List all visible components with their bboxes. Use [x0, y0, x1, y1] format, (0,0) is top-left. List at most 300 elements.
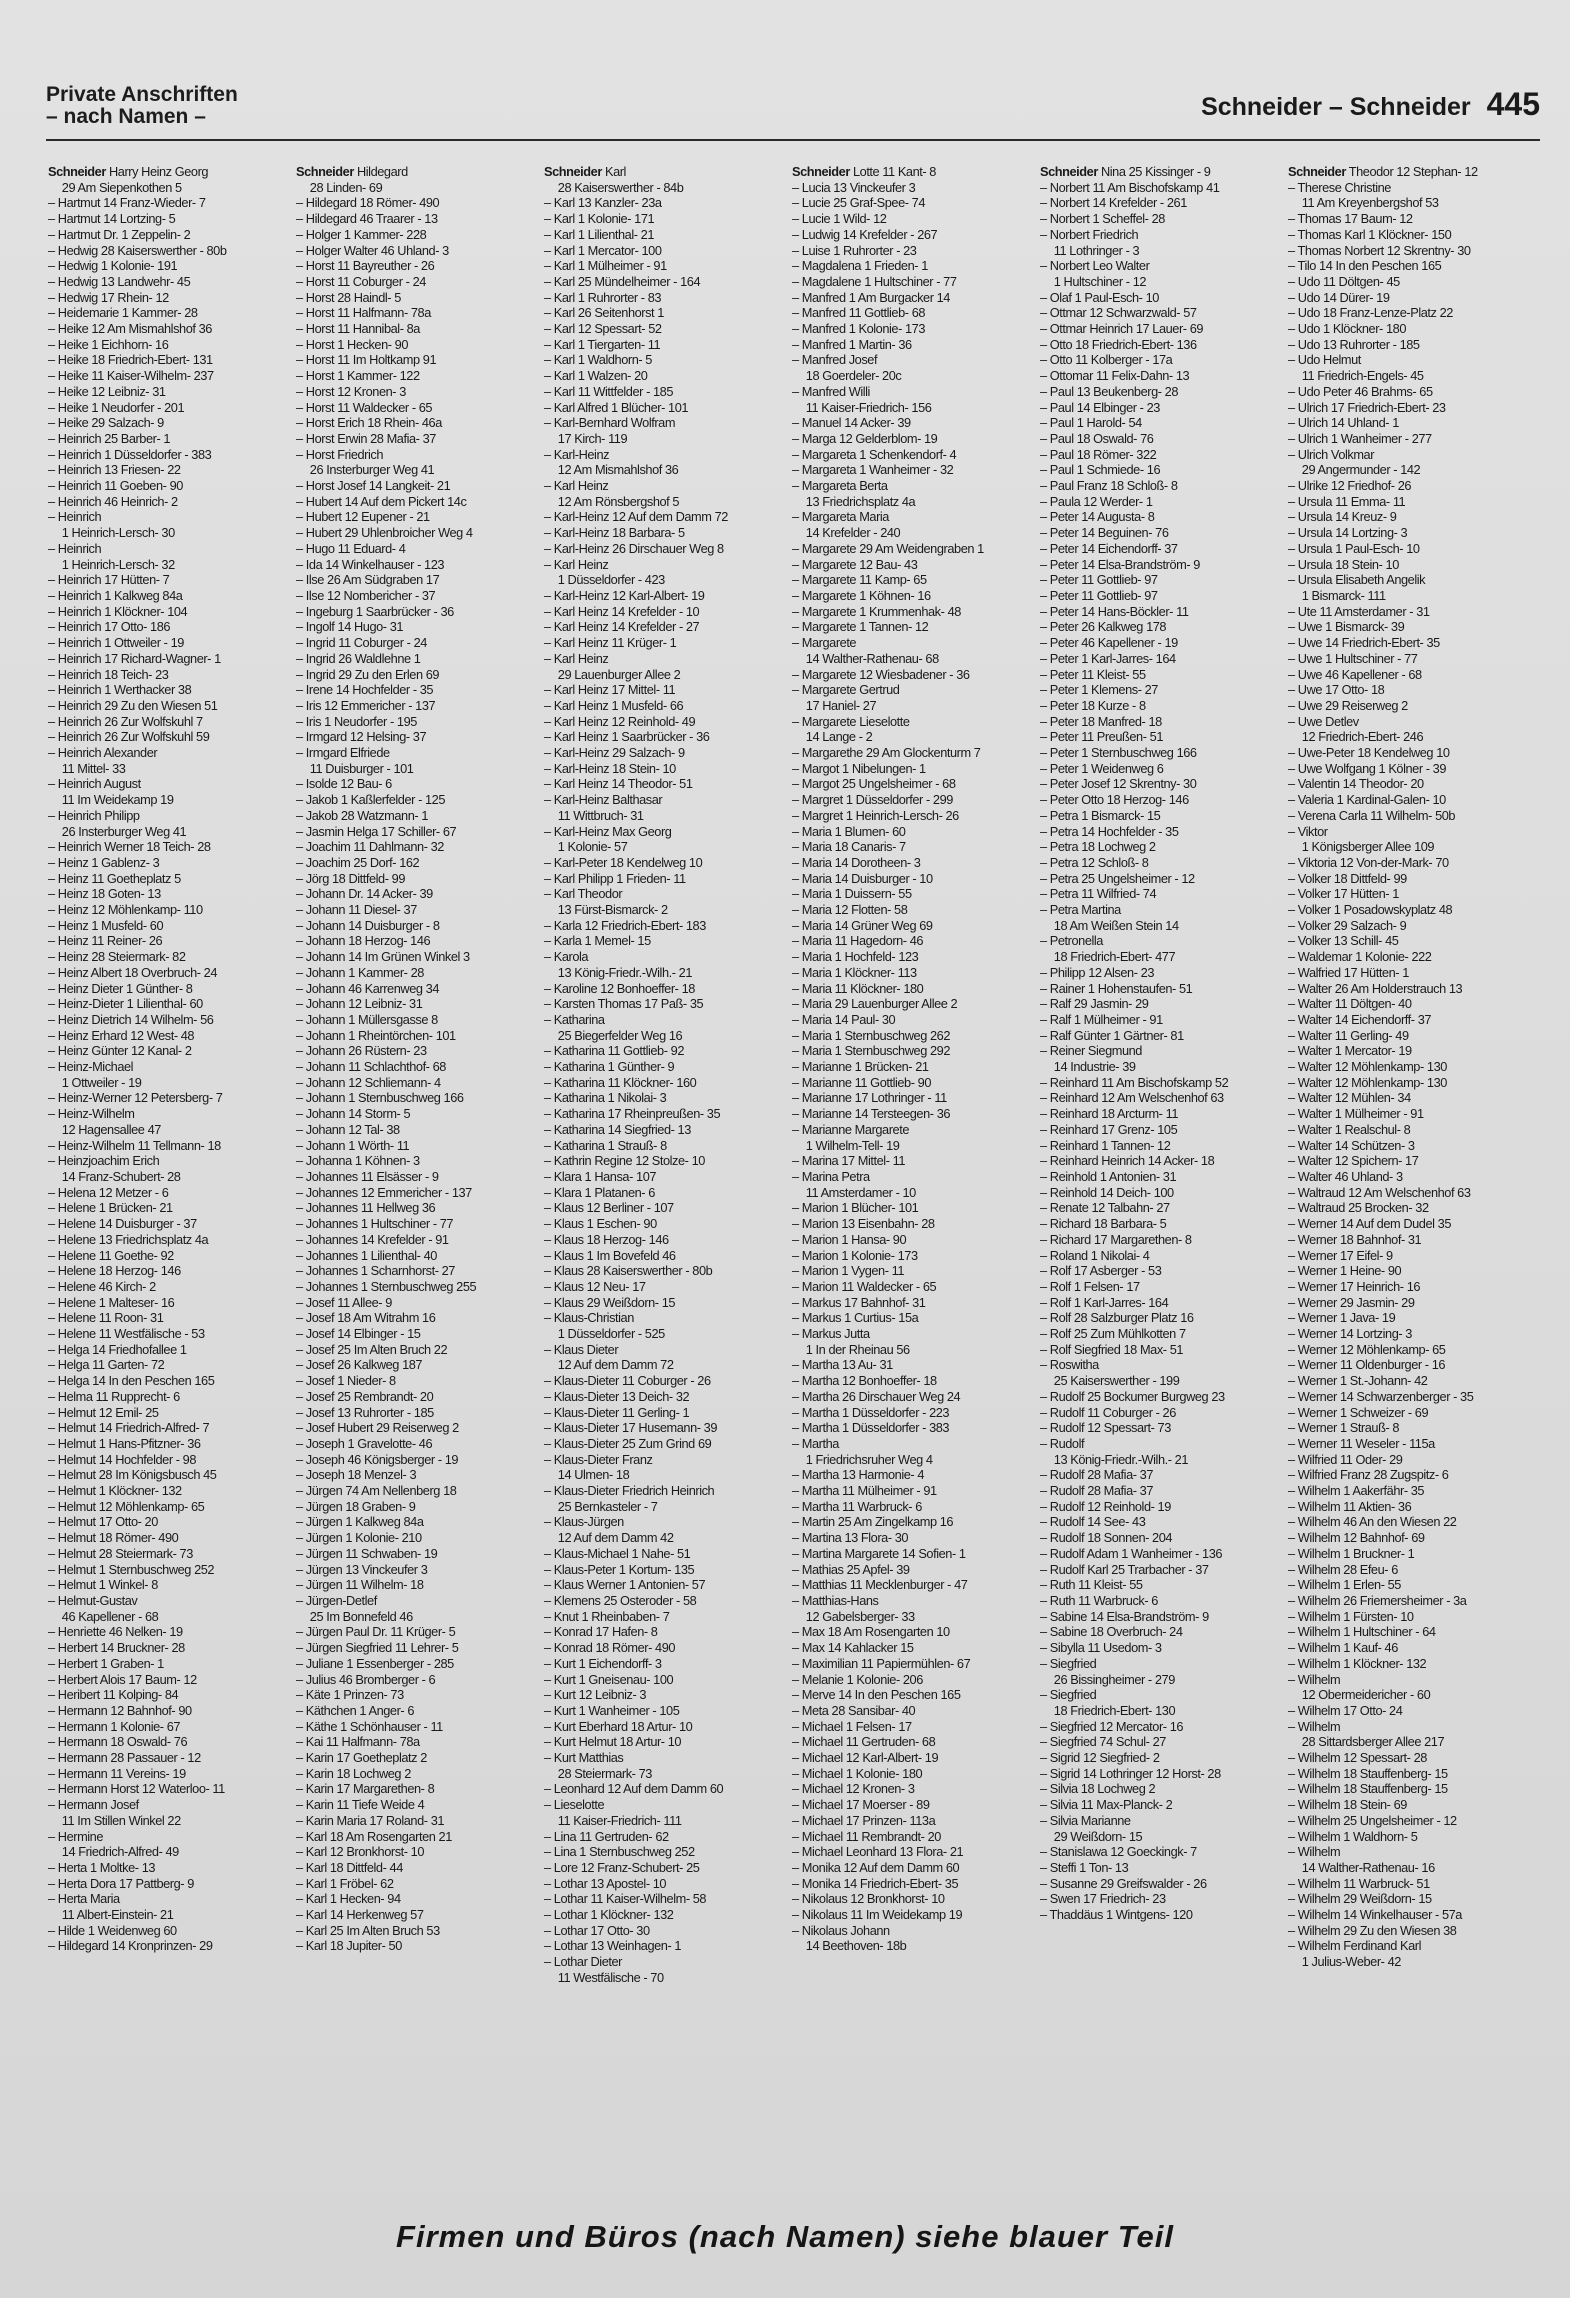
directory-entry [1288, 1420, 1532, 1436]
entry-text: 11 Am Kreyenbergshof 53 [1301, 195, 1439, 211]
entry-text: – Marion 11 Waldecker - 65 [792, 1278, 937, 1294]
directory-entry [1040, 1200, 1284, 1216]
directory-entry [544, 1781, 788, 1797]
directory-entry [296, 1373, 540, 1389]
entry-text: – Helga 11 Garten- 72 [48, 1357, 165, 1373]
entry-text: – Ursula 18 Stein- 10 [1288, 556, 1399, 572]
directory-entry [296, 494, 540, 510]
entry-text: – Johann 26 Rüstern- 23 [296, 1043, 427, 1059]
entry-text: – Ursula 14 Lortzing- 3 [1288, 525, 1408, 541]
directory-entry [544, 1436, 788, 1452]
directory-entry [792, 1891, 1036, 1907]
directory-entry [544, 1452, 788, 1468]
entry-text: – Udo Peter 46 Brahms- 65 [1288, 383, 1433, 399]
directory-entry [48, 180, 292, 196]
directory-entry [1288, 1389, 1532, 1405]
directory-entry [1288, 1593, 1532, 1609]
entry-text: – Maria 14 Paul- 30 [792, 1011, 896, 1027]
entry-text: – Heinz-Wilhelm 11 Tellmann- 18 [48, 1137, 221, 1153]
directory-entry [1288, 494, 1532, 510]
entry-text: – Therese Christine [1288, 179, 1391, 195]
directory-entry [1288, 447, 1532, 463]
directory-entry [1040, 321, 1284, 337]
entry-text: – Hildegard 46 Traarer - 13 [296, 211, 438, 227]
directory-entry [1040, 698, 1284, 714]
entry-text: – Martha 12 Bonhoeffer- 18 [792, 1373, 937, 1389]
entry-text: – Wilhelm 12 Bahnhof- 69 [1288, 1530, 1425, 1546]
entry-text: – Klaus Dieter [544, 1341, 619, 1357]
entry-text: – Silvia 11 Max-Planck- 2 [1040, 1797, 1173, 1813]
directory-entry [1288, 1766, 1532, 1782]
entry-text: – Ulrike 12 Friedhof- 26 [1288, 478, 1412, 494]
directory-entry [48, 258, 292, 274]
directory-entry [48, 337, 292, 353]
entry-text: – Helmut 28 Steiermark- 73 [48, 1545, 193, 1561]
directory-entry [296, 981, 540, 997]
directory-entry [296, 1452, 540, 1468]
entry-text: – Wilhelm 18 Stauffenberg- 15 [1288, 1765, 1448, 1781]
directory-entry [1040, 1640, 1284, 1656]
entry-text: – Herbert Alois 17 Baum- 12 [48, 1671, 197, 1687]
entry-text: 29 Weißdorn- 15 [1053, 1828, 1143, 1844]
directory-entry [296, 729, 540, 745]
directory-entry [792, 1232, 1036, 1248]
directory-entry [1288, 1923, 1532, 1939]
entry-text: – Peter 1 Karl-Jarres- 164 [1040, 650, 1176, 666]
entry-text: 13 Friedrichsplatz 4a [805, 493, 916, 509]
entry-text: – Hubert 14 Auf dem Pickert 14c [296, 493, 467, 509]
directory-entry [1288, 195, 1532, 211]
entry-text: – Wilhelm [1288, 1844, 1341, 1860]
entry-text: – Klaus-Christian [544, 1310, 634, 1326]
entry-text: 14 Krefelder - 240 [805, 525, 901, 541]
directory-entry [1288, 1342, 1532, 1358]
directory-entry [544, 1907, 788, 1923]
directory-entry [296, 415, 540, 431]
directory-entry [792, 211, 1036, 227]
directory-entry [792, 1012, 1036, 1028]
directory-entry [296, 1310, 540, 1326]
directory-entry [1040, 227, 1284, 243]
entry-text: – Wilhelm 1 Aakerfähr- 35 [1288, 1483, 1425, 1499]
directory-entry [792, 635, 1036, 651]
directory-entry [48, 635, 292, 651]
directory-entry [544, 1938, 788, 1954]
entry-text: – Karla 1 Memel- 15 [544, 933, 651, 949]
entry-text: – Peter 14 Augusta- 8 [1040, 509, 1155, 525]
entry-text: – Waltraud 25 Brocken- 32 [1288, 1200, 1429, 1216]
directory-entry [792, 431, 1036, 447]
directory-entry [792, 1813, 1036, 1829]
entry-text: – Joseph 46 Königsberger - 19 [296, 1451, 459, 1467]
entry-text: – Josef 25 Rembrandt- 20 [296, 1388, 434, 1404]
directory-entry [792, 918, 1036, 934]
entry-text: – Karl 26 Seitenhorst 1 [544, 305, 664, 321]
directory-entry [48, 1907, 292, 1923]
directory-entry [296, 698, 540, 714]
directory-entry [48, 1342, 292, 1358]
directory-entry [48, 1389, 292, 1405]
directory-entry [544, 619, 788, 635]
entry-text: – Irmgard Elfriede [296, 745, 390, 761]
entry-text: – Uwe 1 Bismarck- 39 [1288, 619, 1405, 635]
directory-entry [1040, 776, 1284, 792]
directory-entry [544, 1012, 788, 1028]
directory-entry [1040, 1357, 1284, 1373]
directory-entry [296, 619, 540, 635]
entry-text: – Josef 25 Im Alten Bruch 22 [296, 1341, 448, 1357]
directory-entry [296, 1075, 540, 1091]
directory-entry [1288, 1734, 1532, 1750]
directory-entry [1040, 792, 1284, 808]
directory-entry [792, 557, 1036, 573]
directory-entry [1288, 1703, 1532, 1719]
directory-entry [1040, 1844, 1284, 1860]
entry-text: – Margarete 12 Bau- 43 [792, 556, 918, 572]
directory-entry [792, 337, 1036, 353]
entry-text: – Johann 14 Duisburger - 8 [296, 917, 440, 933]
directory-entry [1288, 305, 1532, 321]
directory-entry [544, 1405, 788, 1421]
directory-entry [1288, 1106, 1532, 1122]
entry-text: – Marion 1 Blücher- 101 [792, 1200, 919, 1216]
entry-text: – Markus Jutta [792, 1326, 870, 1342]
entry-text: – Horst 11 Coburger - 24 [296, 273, 426, 289]
entry-text: – Volker 18 Dittfeld- 99 [1288, 870, 1407, 886]
entry-text: – Wilhelm 11 Aktien- 36 [1288, 1498, 1412, 1514]
entry-text: – Klaus 18 Herzog- 146 [544, 1231, 669, 1247]
directory-entry [792, 164, 1036, 180]
directory-entry [1288, 274, 1532, 290]
entry-text: – Johannes 12 Emmericher - 137 [296, 1184, 472, 1200]
directory-entry [296, 572, 540, 588]
directory-entry [48, 400, 292, 416]
directory-entry [544, 509, 788, 525]
entry-text: – Rudolf 18 Sonnen- 204 [1040, 1530, 1173, 1546]
entry-text: – Reinhard 17 Grenz- 105 [1040, 1121, 1178, 1137]
entry-text: Karl [601, 164, 626, 179]
entry-text: – Helmut 1 Klöckner- 132 [48, 1483, 182, 1499]
directory-entry [48, 541, 292, 557]
entry-text: – Margarete 1 Krummenhak- 48 [792, 603, 961, 619]
entry-text: – Paul 1 Harold- 54 [1040, 415, 1142, 431]
entry-text: – Ingrid 29 Zu den Erlen 69 [296, 666, 440, 682]
directory-entry [544, 321, 788, 337]
directory-entry [48, 227, 292, 243]
directory-entry [48, 478, 292, 494]
directory-entry [544, 1279, 788, 1295]
directory-entry [544, 1232, 788, 1248]
directory-entry [792, 1326, 1036, 1342]
directory-entry [792, 1106, 1036, 1122]
entry-text: – Klaus 1 Im Bovefeld 46 [544, 1247, 676, 1263]
entry-text: – Herbert 1 Graben- 1 [48, 1655, 164, 1671]
entry-text: – Hedwig 1 Kolonie- 191 [48, 258, 178, 274]
entry-text: Harry Heinz Georg [105, 164, 209, 179]
directory-entry [1288, 1310, 1532, 1326]
entry-text: – Sabine 18 Overbruch- 24 [1040, 1624, 1183, 1640]
entry-text: – Petra Martina [1040, 902, 1121, 918]
entry-text: – Ursula 14 Kreuz- 9 [1288, 509, 1397, 525]
entry-text: – Rolf 1 Karl-Jarres- 164 [1040, 1294, 1169, 1310]
directory-entry [544, 1860, 788, 1876]
header-rule [46, 139, 1540, 141]
directory-entry [544, 180, 788, 196]
entry-surname: Schneider [792, 164, 850, 179]
directory-entry [1040, 824, 1284, 840]
directory-entry [296, 745, 540, 761]
entry-text: – Iris 1 Neudorfer - 195 [296, 713, 417, 729]
directory-entry [296, 305, 540, 321]
directory-entry [1040, 729, 1284, 745]
entry-text: Nina 25 Kissinger - 9 [1097, 164, 1211, 179]
entry-surname: Schneider [544, 164, 602, 179]
directory-entry [1040, 1295, 1284, 1311]
entry-text: – Mathias 25 Apfel- 39 [792, 1561, 910, 1577]
entry-text: – Karl 1 Fröbel- 62 [296, 1875, 394, 1891]
directory-entry [1288, 1373, 1532, 1389]
entry-text: – Karl 18 Dittfeld- 44 [296, 1859, 403, 1875]
entry-text: – Karin 11 Tiefe Weide 4 [296, 1797, 425, 1813]
entry-text: – Käthchen 1 Anger- 6 [296, 1702, 415, 1718]
directory-entry [1040, 588, 1284, 604]
entry-text: – Johannes 1 Lilienthal- 40 [296, 1247, 437, 1263]
entry-text: – Werner 1 Strauß- 8 [1288, 1420, 1400, 1436]
entry-text: – Karl-Heinz 12 Auf dem Damm 72 [544, 509, 728, 525]
directory-entry [48, 1310, 292, 1326]
directory-entry [296, 1420, 540, 1436]
entry-text: – Sigrid 14 Lothringer 12 Horst- 28 [1040, 1765, 1221, 1781]
directory-entry [792, 1703, 1036, 1719]
entry-text: – Ingrid 26 Waldlehne 1 [296, 650, 421, 666]
directory-entry [1040, 619, 1284, 635]
entry-text: – Hartmut Dr. 1 Zeppelin- 2 [48, 226, 191, 242]
entry-text: – Johann 11 Diesel- 37 [296, 902, 417, 918]
entry-text: – Heike 29 Salzach- 9 [48, 415, 164, 431]
entry-text: – Klaus-Dieter Friedrich Heinrich [544, 1483, 715, 1499]
entry-text: – Hedwig 17 Rhein- 12 [48, 289, 169, 305]
entry-text: – Margareta 1 Wanheimer - 32 [792, 462, 954, 478]
directory-entry [544, 1719, 788, 1735]
directory-entry [48, 761, 292, 777]
entry-text: – Horst 11 Halfmann- 78a [296, 305, 431, 321]
entry-text: – Josef 26 Kalkweg 187 [296, 1357, 423, 1373]
directory-entry [1040, 965, 1284, 981]
entry-text: – Hildegard 14 Kronprinzen- 29 [48, 1938, 213, 1954]
directory-entry [296, 1169, 540, 1185]
directory-entry [792, 1216, 1036, 1232]
directory-entry [296, 227, 540, 243]
directory-entry [296, 808, 540, 824]
entry-text: – Helena 12 Metzer - 6 [48, 1184, 169, 1200]
entry-text: – Peter 14 Eichendorff- 37 [1040, 540, 1178, 556]
directory-entry [1040, 274, 1284, 290]
directory-entry [1288, 478, 1532, 494]
entry-text: – Johann 12 Tal- 38 [296, 1121, 400, 1137]
directory-entry [1040, 1750, 1284, 1766]
directory-entry [544, 1499, 788, 1515]
directory-entry [1040, 195, 1284, 211]
directory-entry [792, 996, 1036, 1012]
entry-text: – Reinhard 12 Am Welschenhof 63 [1040, 1090, 1224, 1106]
entry-text: – Valentin 14 Theodor- 20 [1288, 776, 1424, 792]
directory-entry [48, 1232, 292, 1248]
directory-entry [296, 1813, 540, 1829]
entry-text: – Heinrich 1 Klöckner- 104 [48, 603, 188, 619]
directory-entry [1040, 1405, 1284, 1421]
entry-text: – Werner 18 Bahnhof- 31 [1288, 1231, 1422, 1247]
entry-text: Theodor 12 Stephan- 12 [1345, 164, 1478, 179]
entry-text: – Helmut 1 Sternbuschweg 252 [48, 1561, 215, 1577]
directory-entry [1288, 1562, 1532, 1578]
directory-entry [1040, 714, 1284, 730]
entry-text: 12 Friedrich-Ebert- 246 [1301, 729, 1424, 745]
directory-entry [48, 164, 292, 180]
entry-text: – Peter 14 Hans-Böckler- 11 [1040, 603, 1189, 619]
entry-text: – Norbert 1 Scheffel- 28 [1040, 211, 1165, 227]
directory-entry [296, 1467, 540, 1483]
directory-entry [1288, 1138, 1532, 1154]
entry-text: – Wilhelm 1 Fürsten- 10 [1288, 1608, 1414, 1624]
entry-text: – Helma 11 Rupprecht- 6 [48, 1388, 180, 1404]
directory-entry [48, 1263, 292, 1279]
directory-entry [1288, 729, 1532, 745]
directory-entry [792, 745, 1036, 761]
entry-text: – Karl-Heinz [544, 446, 610, 462]
directory-entry [1040, 1090, 1284, 1106]
entry-text: 17 Kirch- 119 [557, 430, 628, 446]
directory-entry [792, 1781, 1036, 1797]
entry-text: – Peter 18 Kurze - 8 [1040, 697, 1146, 713]
directory-entry [296, 792, 540, 808]
directory-entry [1040, 478, 1284, 494]
entry-text: – Walter 11 Döltgen- 40 [1288, 996, 1412, 1012]
directory-entry [48, 1766, 292, 1782]
entry-text: – Margarete 1 Köhnen- 16 [792, 587, 931, 603]
directory-entry [48, 1844, 292, 1860]
directory-entry [792, 1499, 1036, 1515]
entry-text: – Kurt Matthias [544, 1750, 624, 1766]
directory-entry [544, 1891, 788, 1907]
entry-text: – Martha 1 Düsseldorfer - 383 [792, 1420, 950, 1436]
entry-text: – Petra 11 Wilfried- 74 [1040, 886, 1157, 902]
directory-entry [544, 1263, 788, 1279]
entry-text: – Walter 14 Schützen- 3 [1288, 1137, 1415, 1153]
directory-entry [48, 1075, 292, 1091]
entry-text: – Lothar 11 Kaiser-Wilhelm- 58 [544, 1891, 707, 1907]
directory-entry [1040, 415, 1284, 431]
section-header [46, 84, 238, 128]
directory-entry [1288, 855, 1532, 871]
entry-text: – Jürgen 18 Graben- 9 [296, 1498, 416, 1514]
entry-text: – Karl-Heinz 26 Dirschauer Weg 8 [544, 540, 724, 556]
directory-entry [792, 258, 1036, 274]
directory-entry [48, 729, 292, 745]
entry-text: – Ralf Günter 1 Gärtner- 81 [1040, 1027, 1184, 1043]
entry-text: – Henriette 46 Nelken- 19 [48, 1624, 183, 1640]
entry-text: – Werner 14 Lortzing- 3 [1288, 1326, 1412, 1342]
entry-text: – Philipp 12 Alsen- 23 [1040, 964, 1155, 980]
entry-text: – Holger 1 Kammer- 228 [296, 226, 427, 242]
directory-entry [544, 1373, 788, 1389]
entry-text: – Max 18 Am Rosengarten 10 [792, 1624, 950, 1640]
entry-text: – Horst 11 Bayreuther - 26 [296, 258, 435, 274]
directory-entry [1040, 541, 1284, 557]
entry-text: – Margarete [792, 635, 857, 651]
directory-entry [792, 698, 1036, 714]
entry-text: – Johann 11 Schlachthof- 68 [296, 1059, 446, 1075]
entry-text: – Helmut 28 Im Königsbusch 45 [48, 1467, 217, 1483]
entry-text: – Hubert 12 Eupener - 21 [296, 509, 430, 525]
entry-text: – Rudolf Adam 1 Wanheimer - 136 [1040, 1545, 1223, 1561]
directory-entry [1040, 1781, 1284, 1797]
directory-entry [544, 1546, 788, 1562]
directory-entry [48, 1405, 292, 1421]
directory-entry [48, 855, 292, 871]
directory-entry [544, 729, 788, 745]
entry-text: – Ilse 26 Am Südgraben 17 [296, 572, 440, 588]
entry-text: – Margot 1 Nibelungen- 1 [792, 760, 926, 776]
entry-text: – Margret 1 Düsseldorfer - 299 [792, 792, 953, 808]
directory-entry [296, 1829, 540, 1845]
entry-text: – Ottomar 11 Felix-Dahn- 13 [1040, 368, 1190, 384]
entry-text: – Marianne Margarete [792, 1121, 910, 1137]
directory-entry [1288, 1483, 1532, 1499]
entry-text: 29 Am Siepenkothen 5 [61, 179, 182, 195]
directory-entry [1288, 1279, 1532, 1295]
entry-text: – Maria 18 Canaris- 7 [792, 839, 906, 855]
directory-entry [1288, 1012, 1532, 1028]
directory-entry [1288, 886, 1532, 902]
directory-entry [1040, 337, 1284, 353]
entry-text: 1 Hultschiner - 12 [1053, 273, 1147, 289]
entry-text: – Helene 18 Herzog- 146 [48, 1263, 181, 1279]
entry-text: – Walter 1 Mülheimer - 91 [1288, 1106, 1424, 1122]
entry-text: 11 Im Stillen Winkel 22 [61, 1812, 181, 1828]
entry-text: – Heinrich 17 Otto- 186 [48, 619, 171, 635]
entry-text: – Heinrich 1 Düsseldorfer - 383 [48, 446, 212, 462]
directory-entry [1040, 1703, 1284, 1719]
entry-text: 14 Walther-Rathenau- 68 [805, 650, 939, 666]
entry-text: – Werner 1 Heine- 90 [1288, 1263, 1402, 1279]
entry-text: – Helga 14 In den Peschen 165 [48, 1373, 215, 1389]
directory-entry [48, 321, 292, 337]
entry-text: – Karl Heinz 12 Reinhold- 49 [544, 713, 696, 729]
entry-text: – Johannes 14 Krefelder - 91 [296, 1231, 449, 1247]
entry-text: – Manfred 1 Kolonie- 173 [792, 321, 926, 337]
directory-entry [544, 431, 788, 447]
entry-text: – Rudolf 14 See- 43 [1040, 1514, 1146, 1530]
directory-entry [544, 1420, 788, 1436]
entry-text: – Johann 12 Leibniz- 31 [296, 996, 423, 1012]
entry-text: – Lothar 17 Otto- 30 [544, 1922, 650, 1938]
entry-text: – Ilse 12 Nombericher - 37 [296, 587, 436, 603]
directory-entry [1288, 635, 1532, 651]
directory-entry [1288, 164, 1532, 180]
entry-text: – Lina 1 Sternbuschweg 252 [544, 1844, 695, 1860]
entry-text: – Margarethe 29 Am Glockenturm 7 [792, 745, 981, 761]
directory-entry [296, 949, 540, 965]
entry-text: – Kurt Helmut 18 Artur- 10 [544, 1734, 682, 1750]
entry-text: – Helmut 1 Hans-Pfitzner- 36 [48, 1435, 201, 1451]
entry-text: – Katharina 1 Nikolai- 3 [544, 1090, 667, 1106]
entry-text: – Jörg 18 Dittfeld- 99 [296, 870, 406, 886]
directory-entry [792, 1829, 1036, 1845]
directory-entry [48, 1860, 292, 1876]
entry-text: – Johann 14 Storm- 5 [296, 1106, 411, 1122]
directory-entry [296, 1153, 540, 1169]
entry-text: – Lothar 13 Weinhagen- 1 [544, 1938, 682, 1954]
